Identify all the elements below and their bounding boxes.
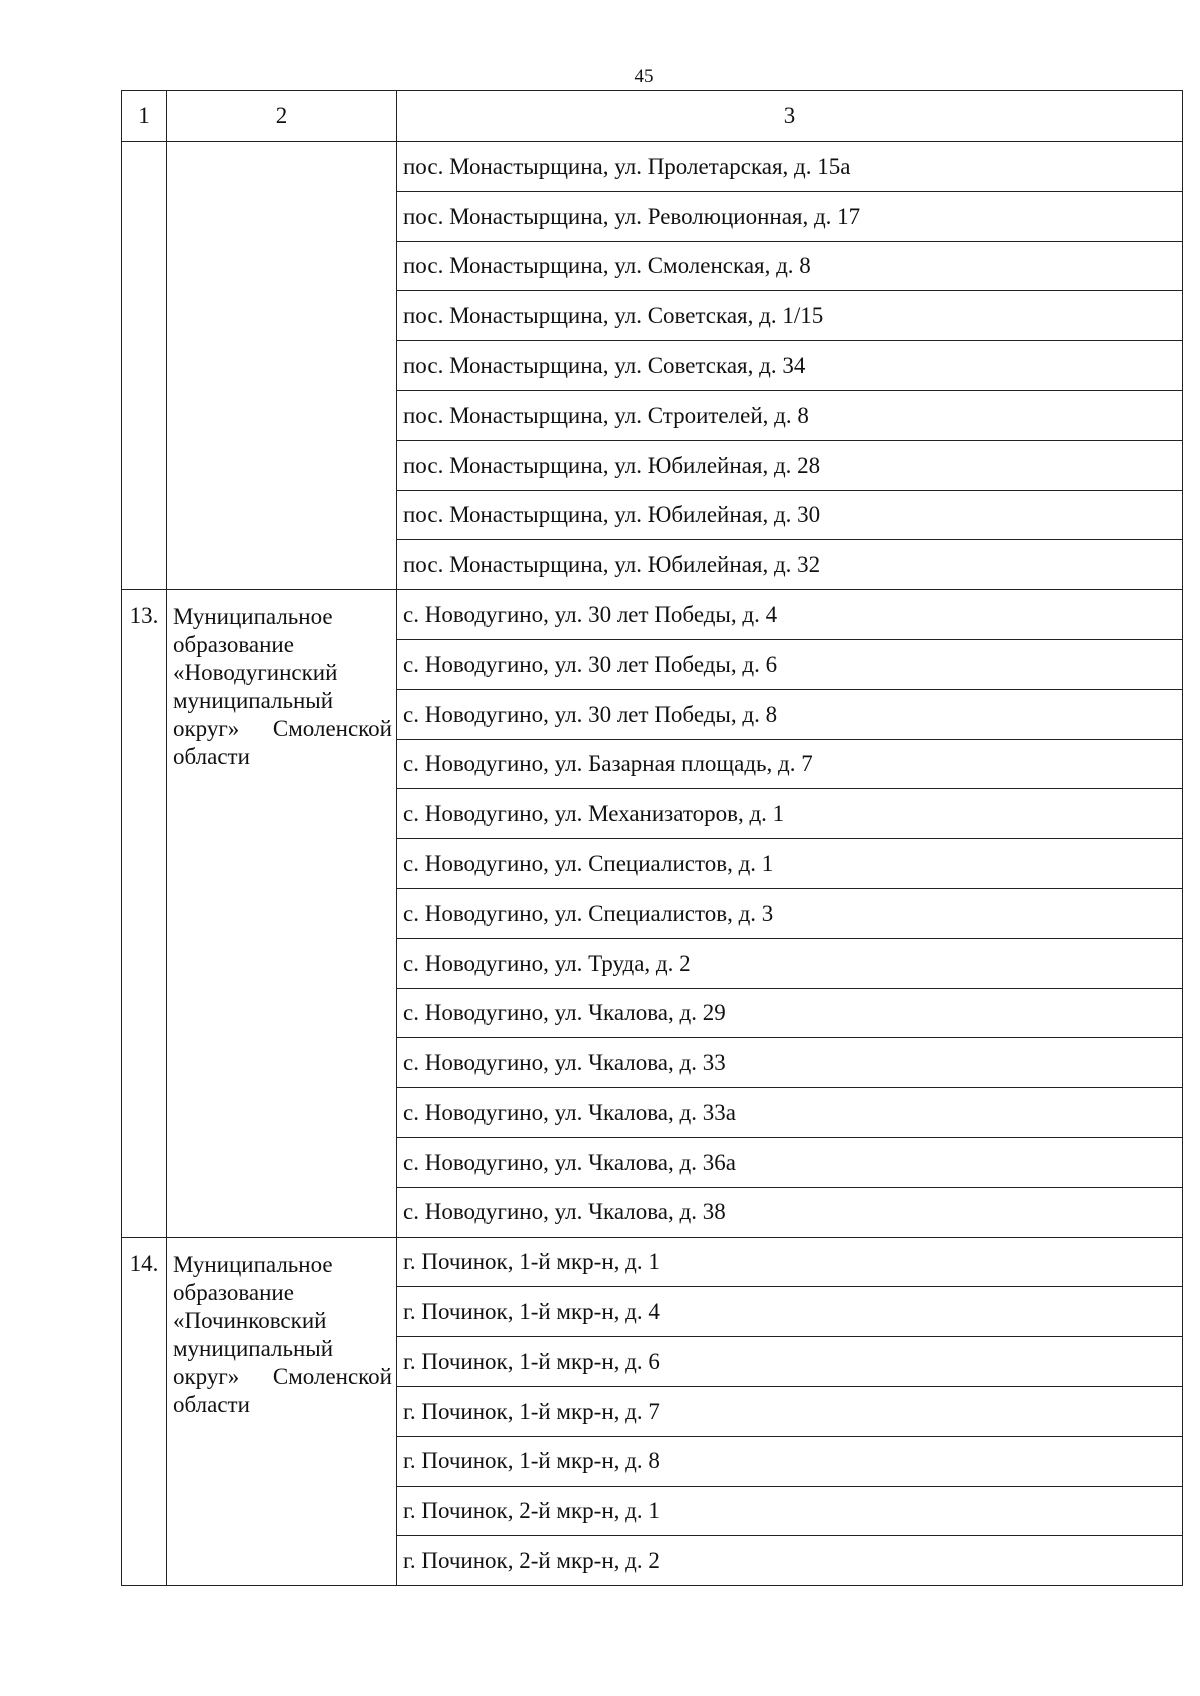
address-cell: пос. Монастырщина, ул. Юбилейная, д. 32 [397,540,1183,590]
address-cell: с. Новодугино, ул. Чкалова, д. 38 [397,1187,1183,1237]
address-cell: пос. Монастырщина, ул. Юбилейная, д. 30 [397,490,1183,540]
organization-name-line [173,715,392,743]
organization-name-word: округ» [173,716,240,742]
header-col-1: 1 [122,91,167,142]
organization-name-line: области [173,1391,250,1417]
organization-name-line: муниципальный [173,1335,334,1361]
address-cell: с. Новодугино, ул. Чкалова, д. 33 [397,1038,1183,1088]
address-cell: г. Починок, 1-й мкр-н, д. 8 [397,1436,1183,1486]
address-cell: г. Починок, 1-й мкр-н, д. 1 [397,1237,1183,1287]
address-cell: с. Новодугино, ул. Специалистов, д. 3 [397,888,1183,938]
organization-name-line: «Новодугинский [173,660,338,686]
table-row [122,142,1183,192]
address-cell: г. Починок, 1-й мкр-н, д. 6 [397,1337,1183,1387]
table-row [122,1237,1183,1287]
address-cell: с. Новодугино, ул. Чкалова, д. 29 [397,988,1183,1038]
organization-name-line: Муниципальное [173,604,333,630]
table-body [122,91,1183,1586]
table-header-row [122,91,1183,142]
address-cell: г. Починок, 2-й мкр-н, д. 2 [397,1536,1183,1586]
address-cell: пос. Монастырщина, ул. Юбилейная, д. 28 [397,440,1183,490]
address-cell: с. Новодугино, ул. Чкалова, д. 36а [397,1137,1183,1187]
address-cell: пос. Монастырщина, ул. Советская, д. 34 [397,341,1183,391]
organization-name-word: округ» [173,1363,240,1389]
address-cell: с. Новодугино, ул. Специалистов, д. 1 [397,839,1183,889]
organization-name-line: образование [173,632,294,658]
organization-name-line: Муниципальное [173,1251,333,1277]
header-col-2: 2 [167,91,397,142]
address-cell: с. Новодугино, ул. Чкалова, д. 33а [397,1088,1183,1138]
organization-name-word: Смоленской [272,716,392,742]
address-cell: с. Новодугино, ул. Механизаторов, д. 1 [397,789,1183,839]
organization-name-line [173,1363,392,1391]
address-cell: пос. Монастырщина, ул. Строителей, д. 8 [397,390,1183,440]
number-cell: 13. [122,590,167,1237]
address-cell: с. Новодугино, ул. 30 лет Победы, д. 4 [397,590,1183,640]
organization-name-line: муниципальный [173,688,334,714]
address-cell: с. Новодугино, ул. Базарная площадь, д. 7 [397,739,1183,789]
page-number: 45 [634,66,654,87]
address-cell: пос. Монастырщина, ул. Революционная, д. 17 [397,191,1183,241]
address-cell: г. Починок, 1-й мкр-н, д. 7 [397,1386,1183,1436]
table-row [122,590,1183,640]
address-table [121,90,1183,1586]
organization-name-line: «Починковский [173,1307,327,1333]
number-cell: 14. [122,1237,167,1586]
number-cell [122,142,167,590]
address-cell: пос. Монастырщина, ул. Советская, д. 1/15 [397,291,1183,341]
organization-cell [167,1237,397,1586]
address-cell: с. Новодугино, ул. 30 лет Победы, д. 8 [397,689,1183,739]
address-cell: г. Починок, 2-й мкр-н, д. 1 [397,1486,1183,1536]
organization-name-word: Смоленской [272,1363,392,1389]
header-col-3: 3 [397,91,1183,142]
organization-name-line: образование [173,1279,294,1305]
organization-name-line: области [173,744,250,770]
organization-cell [167,590,397,1237]
address-cell: г. Починок, 1-й мкр-н, д. 4 [397,1287,1183,1337]
address-cell: с. Новодугино, ул. 30 лет Победы, д. 6 [397,639,1183,689]
address-cell: с. Новодугино, ул. Труда, д. 2 [397,938,1183,988]
organization-cell [167,142,397,590]
address-cell: пос. Монастырщина, ул. Смоленская, д. 8 [397,241,1183,291]
address-cell: пос. Монастырщина, ул. Пролетарская, д. 15а [397,142,1183,192]
